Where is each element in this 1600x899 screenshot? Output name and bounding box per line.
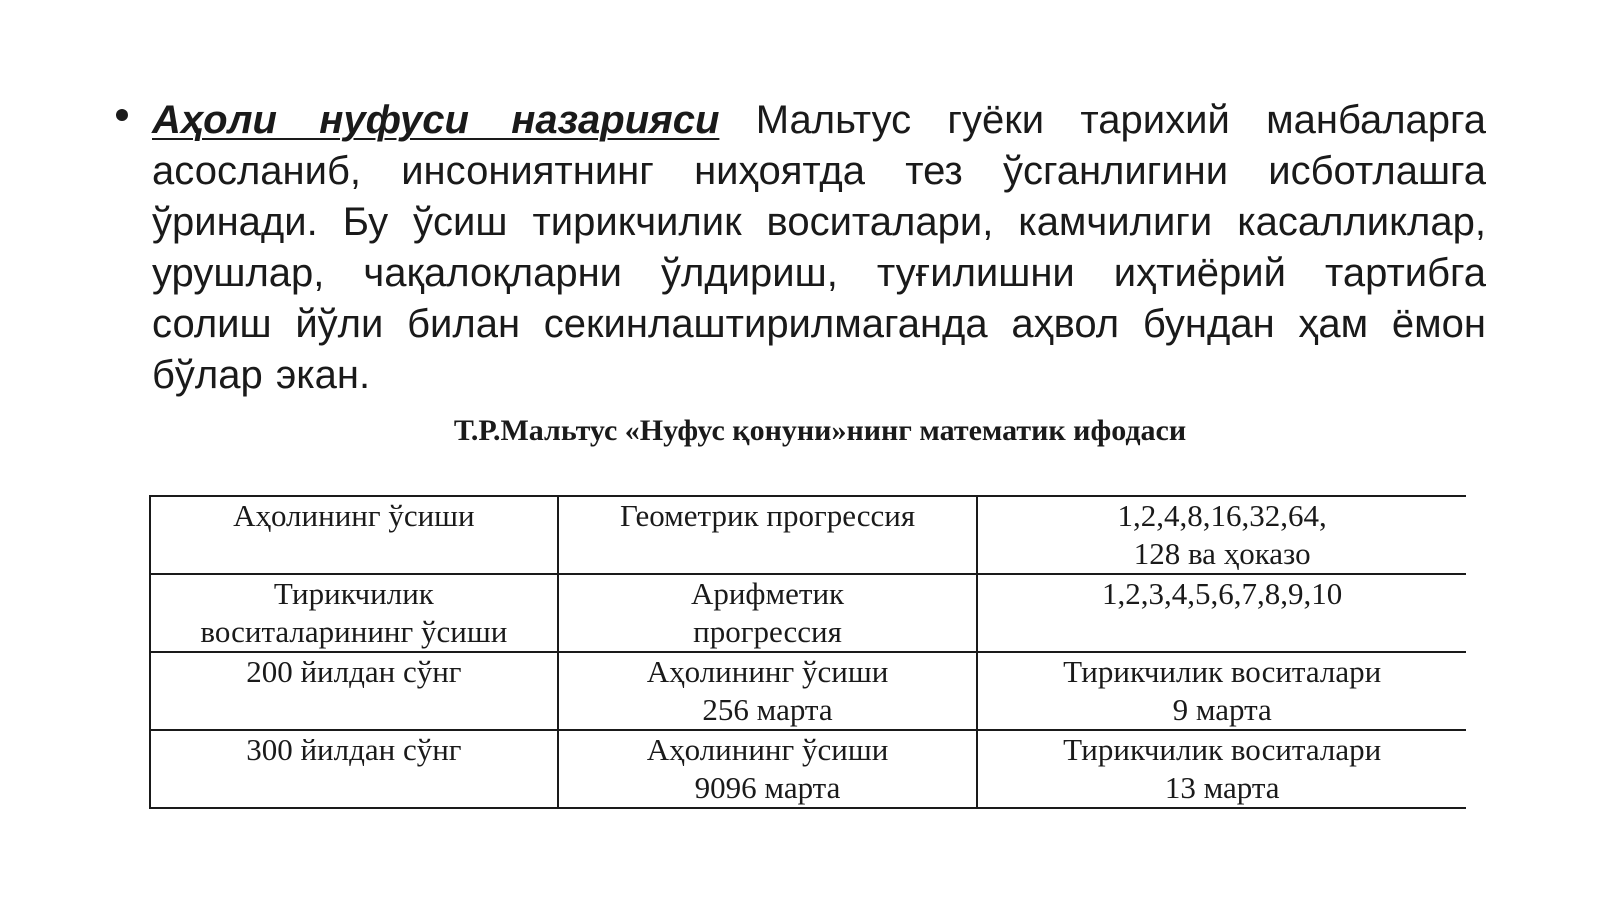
bullet-body: Мальтус гуёки тарихий манбаларга асосланиб, инсониятнинг ниҳоятда тез ўсганлигини исботлашга ўринади. Бу ўсиш тирикчилик воситалари, камчилиги касалликлар, урушлар, чақалоқларни ўлдириш, туғилишни иҳтиёрий тартибга солиш йўли билан секинлаштирилмаганда аҳвол бундан ҳам ёмон бўлар экан. — [152, 98, 1486, 397]
cell-line: 256 марта — [702, 692, 833, 727]
cell-line: Геометрик прогрессия — [619, 498, 916, 533]
cell-line: 128 ва ҳоказо — [1133, 536, 1311, 571]
table-cell — [977, 730, 1466, 808]
malthus-table — [149, 495, 1466, 809]
table-row — [150, 652, 1466, 730]
cell-line: Арифметик — [690, 576, 845, 611]
table-cell — [150, 730, 558, 808]
table-row — [150, 574, 1466, 652]
table-cell — [558, 496, 978, 574]
table-cell — [977, 652, 1466, 730]
bullet-text — [152, 95, 1486, 401]
bullet-dot-icon — [116, 109, 128, 121]
cell-line: Аҳолининг ўсиши — [646, 654, 889, 689]
cell-line: Тирикчилик — [273, 576, 434, 611]
table-cell — [977, 496, 1466, 574]
cell-line: 1,2,3,4,5,6,7,8,9,10 — [1102, 576, 1343, 611]
cell-line: 9096 марта — [694, 770, 841, 805]
cell-line: воситаларининг ўсиши — [200, 614, 508, 649]
theory-term: Аҳоли нуфуси назарияси — [152, 98, 720, 142]
table-cell — [150, 652, 558, 730]
cell-line: Аҳолининг ўсиши — [233, 498, 475, 533]
cell-line: прогрессия — [693, 614, 842, 649]
cell-line: Аҳолининг ўсиши — [646, 732, 889, 767]
cell-line: 1,2,4,8,16,32,64, — [1117, 498, 1327, 533]
cell-line: 13 марта — [1164, 770, 1280, 805]
table-cell — [558, 730, 978, 808]
table-cell — [558, 652, 978, 730]
table-row — [150, 496, 1466, 574]
table-cell — [150, 574, 558, 652]
cell-line: Тирикчилик воситалари — [1063, 732, 1382, 767]
cell-line: Тирикчилик воситалари — [1063, 654, 1382, 689]
cell-line: 300 йилдан сўнг — [246, 732, 462, 767]
table-cell — [558, 574, 978, 652]
table-cell — [150, 496, 558, 574]
table-cell — [977, 574, 1466, 652]
table-caption: Т.Р.Мальтус «Нуфус қонуни»нинг математик ифодаси — [453, 414, 1187, 447]
cell-line: 200 йилдан сўнг — [246, 654, 462, 689]
table-row — [150, 730, 1466, 808]
cell-line: 9 марта — [1172, 692, 1272, 727]
bullet-paragraph — [116, 95, 1486, 401]
